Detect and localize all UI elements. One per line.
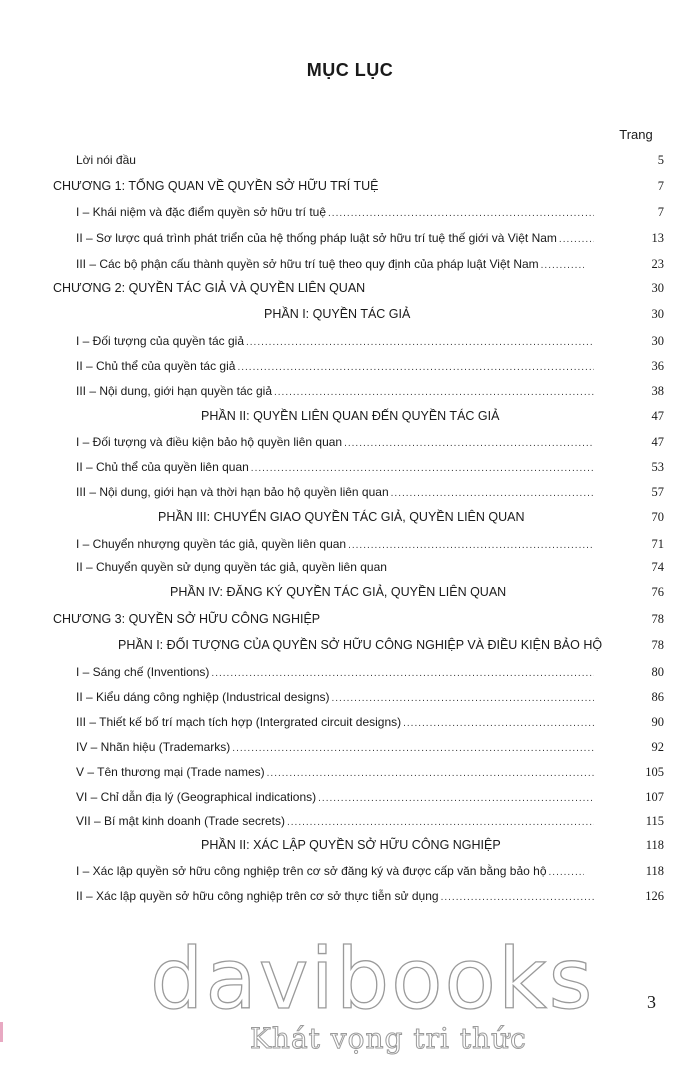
toc-entry-page: 5 (657, 153, 664, 167)
toc-entry-page: 30 (651, 281, 664, 295)
toc-page-cell (568, 788, 664, 806)
page-number: 3 (647, 992, 656, 1012)
toc-entry[interactable] (76, 535, 596, 553)
toc-part-label: PHẦN III: CHUYỂN GIAO QUYỀN TÁC GIẢ, QUYỀN LIÊN QUAN (158, 510, 525, 524)
toc-entry[interactable] (76, 255, 586, 273)
toc-part[interactable] (170, 583, 664, 601)
toc-page-cell (568, 458, 664, 476)
toc-entry[interactable] (76, 713, 596, 731)
toc-entry-page: 47 (651, 409, 664, 423)
toc-chapter[interactable] (53, 279, 664, 297)
toc-entry-page: 105 (645, 765, 664, 779)
toc-entry-label: I – Xác lập quyền sở hữu công nghiệp trên cơ sở đăng ký và được cấp văn bằng bảo hộ (76, 864, 547, 878)
toc-entry-page: 118 (645, 864, 664, 878)
dot-leader (246, 334, 594, 352)
toc-entry-label: I – Sáng chế (Inventions) (76, 665, 210, 679)
toc-entry-page: 76 (651, 585, 664, 599)
toc-part-label: PHẦN I: ĐỐI TƯỢNG CỦA QUYỀN SỞ HỮU CÔNG NGHIỆP VÀ ĐIỀU KIỆN BẢO HỘ (118, 638, 603, 652)
dot-leader (348, 537, 594, 555)
toc-entry-label: IV – Nhãn hiệu (Trademarks) (76, 740, 231, 754)
toc-entry[interactable] (76, 483, 596, 501)
toc-entry-page: 92 (651, 740, 664, 754)
toc-chapter-label: CHƯƠNG 2: QUYỀN TÁC GIẢ VÀ QUYỀN LIÊN QUAN (53, 281, 366, 295)
toc-entry-label: Lời nói đầu (76, 153, 136, 167)
dot-leader (251, 460, 594, 478)
toc-page-cell (568, 229, 664, 247)
toc-part-label: PHẦN II: QUYỀN LIÊN QUAN ĐẾN QUYỀN TÁC GIẢ (201, 409, 500, 423)
toc-entry-page: 118 (645, 838, 664, 852)
toc-page-cell (568, 332, 664, 350)
toc-entry-label: III – Nội dung, giới hạn quyền tác giả (76, 384, 272, 398)
toc-page-cell (568, 382, 664, 400)
toc-part-label: PHẦN II: XÁC LẬP QUYỀN SỞ HỮU CÔNG NGHIỆP (201, 838, 501, 852)
toc-page-cell (568, 535, 664, 553)
toc-entry[interactable] (76, 332, 596, 350)
toc-page-cell (568, 433, 664, 451)
toc-entry[interactable] (76, 203, 596, 221)
toc-part-label: PHẦN I: QUYỀN TÁC GIẢ (264, 307, 411, 321)
toc-entry-page: 23 (651, 257, 664, 271)
toc-part[interactable] (118, 636, 664, 654)
toc-part[interactable] (201, 407, 664, 425)
toc-entry[interactable] (76, 558, 664, 576)
toc-entry[interactable] (76, 887, 596, 905)
toc-entry[interactable] (76, 382, 596, 400)
toc-entry-page: 71 (651, 537, 664, 551)
toc-entry-page: 36 (651, 359, 664, 373)
page-title: MỤC LỤC (306, 60, 394, 80)
toc-part-label: PHẦN IV: ĐĂNG KÝ QUYỀN TÁC GIẢ, QUYỀN LIÊN QUAN (170, 585, 507, 599)
toc-entry-page: 13 (651, 231, 664, 245)
toc-entry-page: 30 (651, 307, 664, 321)
toc-page-cell (568, 483, 664, 501)
toc-entry-label: II – Chủ thể của quyền tác giả (76, 359, 236, 373)
toc-chapter-label: CHƯƠNG 3: QUYỀN SỞ HỮU CÔNG NGHIỆP (53, 612, 321, 626)
dot-leader (267, 765, 594, 783)
toc-entry[interactable] (76, 663, 596, 681)
toc-entry-page: 115 (645, 814, 664, 828)
dot-leader (274, 384, 594, 402)
toc-entry-page: 38 (651, 384, 664, 398)
toc-entry[interactable] (76, 458, 596, 476)
dot-leader (403, 715, 594, 733)
toc-entry[interactable] (76, 357, 596, 375)
toc-entry-label: II – Xác lập quyền sở hữu công nghiệp trên cơ sở thực tiễn sử dụng (76, 889, 439, 903)
toc-entry-label: III – Các bộ phận cấu thành quyền sở hữu trí tuệ theo quy định của pháp luật Việt Nam (76, 257, 539, 271)
dot-leader (287, 814, 594, 832)
toc-entry-page: 53 (651, 460, 664, 474)
toc-entry-page: 90 (651, 715, 664, 729)
toc-page-cell (568, 688, 664, 706)
toc-entry[interactable] (76, 738, 596, 756)
toc-entry-label: III – Thiết kế bố trí mạch tích hợp (Intergrated circuit designs) (76, 715, 402, 729)
toc-chapter[interactable] (53, 177, 664, 195)
toc-entry-label: II – Kiểu dáng công nghiệp (Industrical designs) (76, 690, 330, 704)
toc-entry-page: 74 (651, 560, 664, 574)
toc-page-cell (568, 887, 664, 905)
toc-entry-page: 30 (651, 334, 664, 348)
toc-chapter-label: CHƯƠNG 1: TỔNG QUAN VỀ QUYỀN SỞ HỮU TRÍ TUỆ (53, 179, 379, 193)
toc-chapter[interactable] (53, 610, 664, 628)
toc-part[interactable] (158, 508, 664, 526)
dot-leader (328, 205, 594, 223)
toc-entry-label: I – Chuyển nhượng quyền tác giả, quyền liên quan (76, 537, 347, 551)
toc-entry-label: I – Đối tượng và điều kiện bảo hộ quyền liên quan (76, 435, 343, 449)
toc-entry-label: III – Nội dung, giới hạn và thời hạn bảo hộ quyền liên quan (76, 485, 389, 499)
toc-entry-page: 80 (651, 665, 664, 679)
dot-leader (237, 359, 594, 377)
toc-page-cell (568, 763, 664, 781)
toc-page-cell (568, 812, 664, 830)
watermark-brand: davibooks (150, 930, 595, 1028)
toc-entry-page: 126 (645, 889, 664, 903)
toc-part[interactable] (201, 836, 664, 854)
toc-entry-label: II – Chủ thể của quyền liên quan (76, 460, 249, 474)
toc-entry[interactable] (76, 788, 596, 806)
toc-entry-label: I – Đối tượng của quyền tác giả (76, 334, 244, 348)
dot-leader (211, 665, 594, 683)
toc-page-cell (568, 862, 664, 880)
scan-edge-mark (0, 1022, 3, 1042)
toc-entry-label: II – Chuyển quyền sử dụng quyền tác giả, quyền liên quan (76, 560, 387, 574)
toc-entry[interactable] (76, 433, 596, 451)
toc-entry[interactable] (76, 812, 596, 830)
dot-leader (344, 435, 594, 453)
toc-entry-page: 78 (651, 612, 664, 626)
toc-entry-label: II – Sơ lược quá trình phát triển của hệ thống pháp luật sở hữu trí tuệ thế giới và Việt Nam (76, 231, 557, 245)
toc-entry-label: VI – Chỉ dẫn địa lý (Geographical indications) (76, 790, 317, 804)
toc-entry-page: 107 (645, 790, 664, 804)
toc-part[interactable] (264, 305, 664, 323)
dot-leader (318, 790, 594, 808)
toc-entry-page: 78 (651, 638, 664, 652)
toc-entry[interactable] (76, 151, 664, 169)
toc-entry-page: 70 (651, 510, 664, 524)
dot-leader (391, 485, 594, 503)
toc-entry-page: 7 (657, 179, 664, 193)
toc-entry-label: VII – Bí mật kinh doanh (Trade secrets) (76, 814, 285, 828)
toc-page-cell (568, 738, 664, 756)
toc-page-cell (568, 203, 664, 221)
toc-page-cell (568, 255, 664, 273)
dot-leader (232, 740, 594, 758)
toc-entry-page: 86 (651, 690, 664, 704)
toc-entry[interactable] (76, 229, 596, 247)
toc-entry[interactable] (76, 862, 586, 880)
toc-entry-page: 57 (651, 485, 664, 499)
toc-page-cell (568, 663, 664, 681)
toc-entry-page: 7 (657, 205, 664, 219)
toc-entry[interactable] (76, 763, 596, 781)
toc-entry-page: 47 (651, 435, 664, 449)
watermark-tagline: Khát vọng tri thức (250, 1022, 527, 1055)
toc-entry-label: V – Tên thương mại (Trade names) (76, 765, 265, 779)
toc-entry-label: I – Khái niệm và đặc điểm quyền sở hữu trí tuệ (76, 205, 327, 219)
dot-leader (332, 690, 595, 708)
toc-page-cell (568, 357, 664, 375)
toc-entry[interactable] (76, 688, 596, 706)
page-column-label: Trang (619, 127, 653, 142)
toc-page-cell (568, 713, 664, 731)
